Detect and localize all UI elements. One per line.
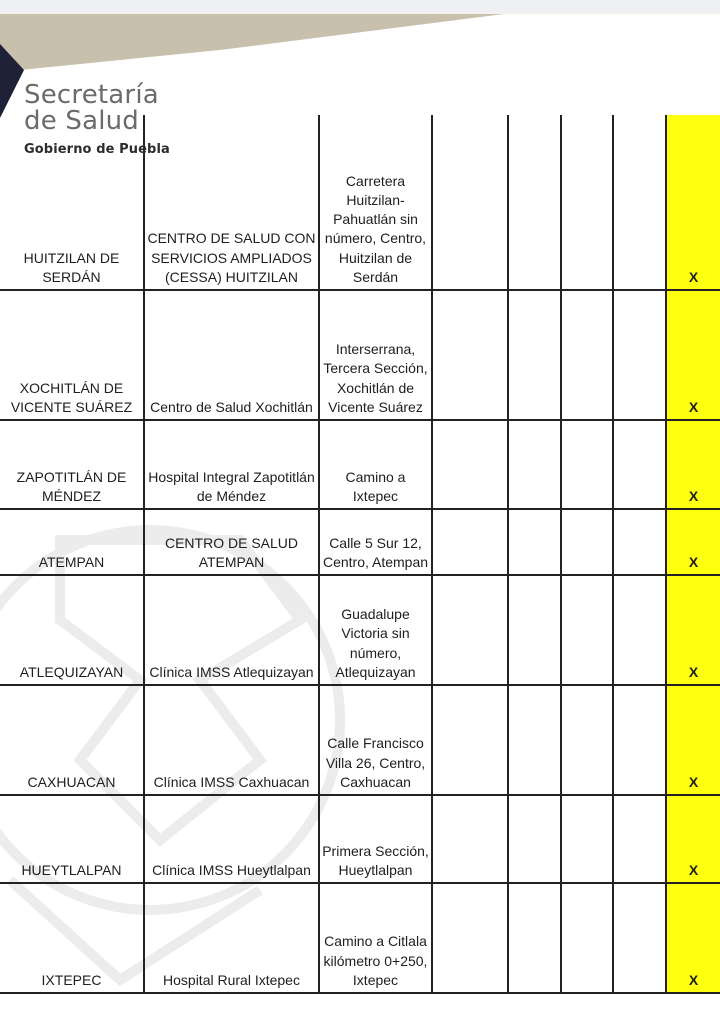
- cell-unidad: Hospital Rural Ixtepec: [144, 883, 319, 993]
- cell-unidad: Clínica IMSS Atlequizayan: [144, 575, 319, 685]
- cell-empty: [561, 290, 613, 420]
- cell-empty: [432, 685, 508, 795]
- cell-empty: [508, 290, 561, 420]
- cell-empty: [561, 685, 613, 795]
- table-row: [0, 575, 720, 685]
- cell-municipio: ATLEQUIZAYAN: [0, 575, 144, 685]
- cell-unidad: CENTRO DE SALUD CON SERVICIOS AMPLIADOS (CESSA) HUITZILAN: [144, 115, 319, 290]
- cell-municipio: HUITZILAN DE SERDÁN: [0, 115, 144, 290]
- cell-unidad: Clínica IMSS Caxhuacan: [144, 685, 319, 795]
- cell-empty: [432, 290, 508, 420]
- cell-empty: [508, 685, 561, 795]
- cell-empty: [613, 420, 666, 509]
- cell-domicilio: Camino a Ixtepec: [319, 420, 432, 509]
- cell-domicilio: Interserrana, Tercera Sección, Xochitlán de Vicente Suárez: [319, 290, 432, 420]
- cell-empty: [432, 115, 508, 290]
- cell-municipio: ATEMPAN: [0, 509, 144, 575]
- cell-municipio: HUEYTLALPAN: [0, 795, 144, 883]
- cell-empty: [613, 509, 666, 575]
- health-units-table: [0, 115, 720, 994]
- cell-unidad: Centro de Salud Xochitlán: [144, 290, 319, 420]
- cell-unidad: CENTRO DE SALUD ATEMPAN: [144, 509, 319, 575]
- cell-empty: [432, 795, 508, 883]
- table-row: [0, 795, 720, 883]
- cell-domicilio: Guadalupe Victoria sin número, Atlequizayan: [319, 575, 432, 685]
- logo-title-line1: Secretaría: [24, 80, 159, 110]
- cell-municipio: IXTEPEC: [0, 883, 144, 993]
- cell-domicilio: Calle 5 Sur 12, Centro, Atempan: [319, 509, 432, 575]
- cell-empty: [613, 290, 666, 420]
- cell-domicilio: Calle Francisco Villa 26, Centro, Caxhuacan: [319, 685, 432, 795]
- cell-unidad: Hospital Integral Zapotitlán de Méndez: [144, 420, 319, 509]
- secretaria-salud-logo: [24, 82, 170, 157]
- cell-empty: [508, 575, 561, 685]
- cell-empty: [561, 115, 613, 290]
- cell-empty: [508, 420, 561, 509]
- logo-subtitle: Gobierno de Puebla: [24, 142, 170, 157]
- cell-empty: [613, 883, 666, 993]
- cell-mark: X: [666, 575, 720, 685]
- cell-domicilio: Carretera Huitzilan-Pahuatlán sin número, Centro, Huitzilan de Serdán: [319, 115, 432, 290]
- cell-empty: [508, 509, 561, 575]
- cell-empty: [508, 883, 561, 993]
- cell-mark: X: [666, 115, 720, 290]
- cell-empty: [613, 795, 666, 883]
- cell-domicilio: Primera Sección, Hueytlalpan: [319, 795, 432, 883]
- table-row: [0, 509, 720, 575]
- cell-empty: [613, 575, 666, 685]
- cell-mark: X: [666, 290, 720, 420]
- table-row: [0, 883, 720, 993]
- cell-empty: [561, 883, 613, 993]
- cell-unidad: Clínica IMSS Hueytlalpan: [144, 795, 319, 883]
- cell-mark: X: [666, 795, 720, 883]
- cell-mark: X: [666, 509, 720, 575]
- cell-empty: [561, 795, 613, 883]
- cell-empty: [508, 795, 561, 883]
- cell-empty: [432, 509, 508, 575]
- cell-mark: X: [666, 883, 720, 993]
- cell-empty: [561, 575, 613, 685]
- cell-empty: [432, 420, 508, 509]
- cell-domicilio: Camino a Citlala kilómetro 0+250, Ixtepec: [319, 883, 432, 993]
- cell-empty: [613, 115, 666, 290]
- cell-municipio: CAXHUACAN: [0, 685, 144, 795]
- cell-empty: [561, 509, 613, 575]
- cell-empty: [432, 883, 508, 993]
- cell-mark: X: [666, 685, 720, 795]
- table-row: [0, 685, 720, 795]
- cell-mark: X: [666, 420, 720, 509]
- logo-title-line2: de Salud: [24, 106, 140, 136]
- cell-empty: [613, 685, 666, 795]
- cell-empty: [561, 420, 613, 509]
- table-row: [0, 420, 720, 509]
- table-row: [0, 290, 720, 420]
- cell-empty: [432, 575, 508, 685]
- cell-empty: [508, 115, 561, 290]
- cell-municipio: XOCHITLÁN DE VICENTE SUÁREZ: [0, 290, 144, 420]
- cell-municipio: ZAPOTITLÁN DE MÉNDEZ: [0, 420, 144, 509]
